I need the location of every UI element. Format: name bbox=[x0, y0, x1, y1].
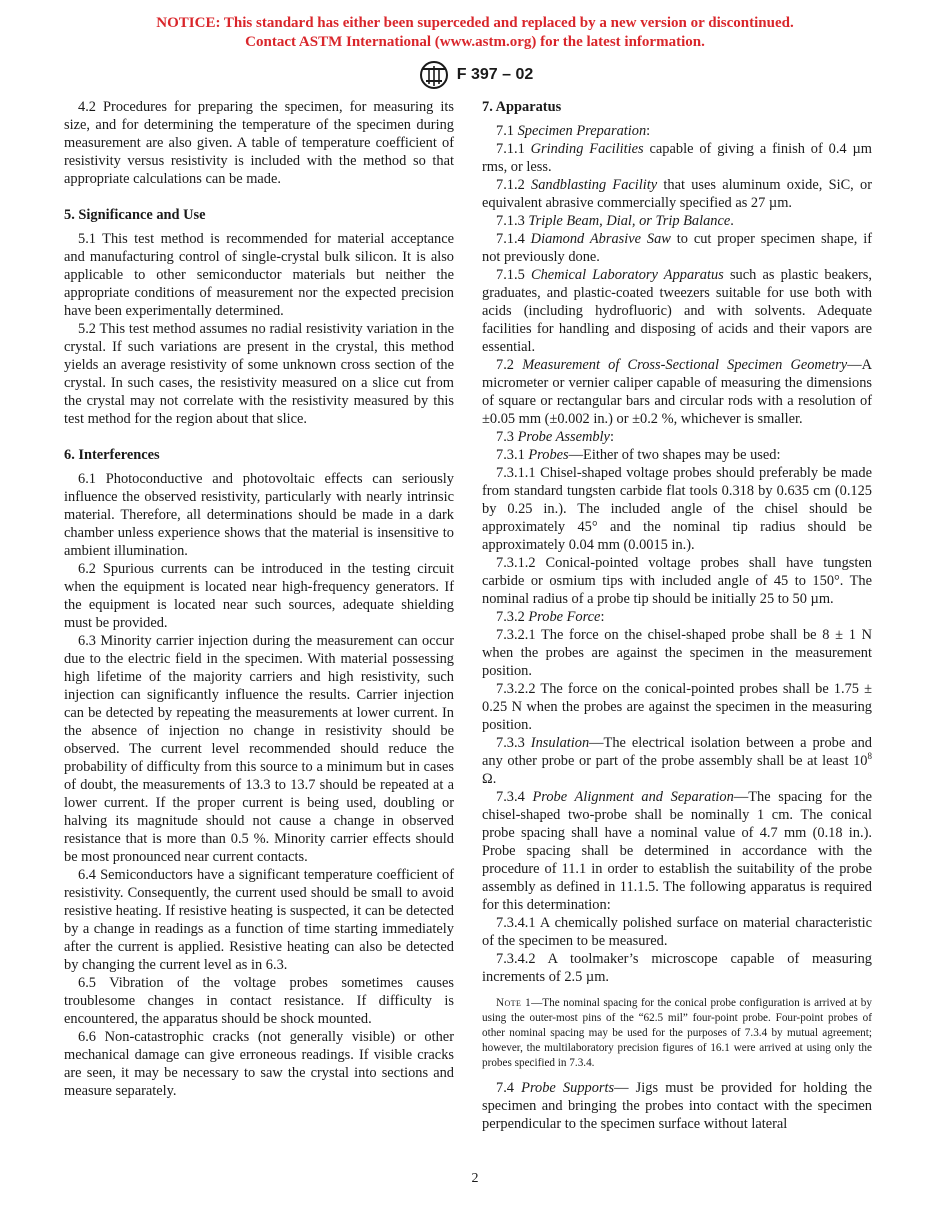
paragraph-7-3-4: 7.3.4 Probe Alignment and Separation—The spacing for the chisel-shaped two-probe shall be nominally 1 cm. The conical probe spacing shall have a nominal value of 4.7 mm (0.18 in.). Probe spacing shall be determined in accordance with the procedure of 11.1 in order to establish the suitability of the probe assembly as defined in 11.1.5. The following apparatus is required for this determination: bbox=[482, 789, 872, 913]
paragraph-6-5: 6.5 Vibration of the voltage probes sometimes causes troublesome changes in contact resistance. If difficulty is encountered, the apparatus should be shock mounted. bbox=[64, 975, 454, 1027]
paragraph-7-1-5: 7.1.5 Chemical Laboratory Apparatus such as plastic beakers, graduates, and plastic-coated tweezers suitable for use both with acids (including hydrofluoric) and with solvents. Adequate facilities for handling and disposing of acids and their vapors are essential. bbox=[482, 267, 872, 355]
paragraph-4-2: 4.2 Procedures for preparing the specimen, for measuring its size, and for determining the temperature of the specimen during measurement are also given. A table of temperature coefficient of resistivity versus resistivity is included with the method so that appropriate calculations can be made. bbox=[64, 99, 454, 187]
left-column bbox=[64, 98, 454, 1100]
paragraph-7-1-2: 7.1.2 Sandblasting Facility that uses aluminum oxide, SiC, or equivalent abrasive commercially specified as 27 µm. bbox=[482, 177, 872, 211]
heading-section-6: 6. Interferences bbox=[64, 447, 160, 463]
paragraph-7-4: 7.4 Probe Supports— Jigs must be provided for holding the specimen and bringing the probes into contact with the specimen perpendicular to the specimen surface without lateral bbox=[482, 1080, 872, 1132]
page-number: 2 bbox=[471, 1171, 479, 1186]
notice-line-2: Contact ASTM International (www.astm.org) for the latest information. bbox=[245, 34, 705, 50]
paragraph-6-4: 6.4 Semiconductors have a significant temperature coefficient of resistivity. Consequently, the current used should be small to avoid resistive heating. If resistive heating is suspected, it can be detected by a change in readings as a function of time starting immediately after the current is applied. Resistive heating can also be detected by changing the current level as in 6.3. bbox=[64, 867, 454, 973]
paragraph-6-3: 6.3 Minority carrier injection during the measurement can occur due to the electric field in the specimen. With material possessing high lifetime of the majority carriers and high resistivity, such injection can significantly influence the results. Carrier injection can be detected by repeating the measurements at lower current. In the absence of injection no change in resistivity should be observed. The current level recommended should reduce the probability of difficulty from this source to a minimum but in cases of doubt, the measurements of 13.3 to 13.7 should be repeated at a lower current. If the proper current is being used, doubling or halving its magnitude should not cause a change in observed resistance that is more than 0.5 %. Minority carrier effects should be most pronounced near current contacts. bbox=[64, 633, 454, 865]
right-column bbox=[482, 98, 872, 1133]
paragraph-7-3-3: 7.3.3 Insulation—The electrical isolation between a probe and any other probe or part of the probe assembly shall be at least $10^8$ Ω. bbox=[482, 735, 872, 787]
paragraph-7-3-1-1: 7.3.1.1 Chisel-shaped voltage probes should preferably be made from standard tungsten carbide flat tools 0.318 by 0.635 cm (0.125 by 0.25 in.). The included angle of the chisel should be approximately 45° and the nominal tip radius should be approximately 0.04 mm (0.0015 in.). bbox=[482, 465, 872, 553]
paragraph-7-3-4-1: 7.3.4.1 A chemically polished surface on material characteristic of the specimen to be measured. bbox=[482, 915, 872, 949]
paragraph-7-1-3: 7.1.3 Triple Beam, Dial, or Trip Balance. bbox=[496, 213, 734, 229]
paragraph-6-1: 6.1 Photoconductive and photovoltaic effects can seriously influence the observed resistivity, particularly with nearly intrinsic material. Therefore, all determinations should be made in a dark chamber unless experience shows that the material is insensitive to ambient illumination. bbox=[64, 471, 454, 559]
paragraph-7-3-1-2: 7.3.1.2 Conical-pointed voltage probes shall have tungsten carbide or osmium tips with included angle of 45 to 150°. The nominal radius of a probe tip should be initially 25 to 50 µm. bbox=[482, 555, 872, 607]
paragraph-7-3: 7.3 Probe Assembly: bbox=[496, 429, 614, 445]
paragraph-7-3-2-2: 7.3.2.2 The force on the conical-pointed probes shall be 1.75 ± 0.25 N when the probes are against the specimen in the measuring position. bbox=[482, 681, 872, 733]
paragraph-7-3-2-1: 7.3.2.1 The force on the chisel-shaped probe shall be 8 ± 1 N when the probes are against the specimen in the measurement position. bbox=[482, 627, 872, 679]
paragraph-6-6: 6.6 Non-catastrophic cracks (not generally visible) or other mechanical damage can give erroneous readings. If visible cracks are seen, it may be necessary to saw the crystal into sections and measure separately. bbox=[64, 1029, 454, 1099]
notice-banner bbox=[0, 14, 950, 52]
astm-logo-icon bbox=[417, 60, 451, 90]
paragraph-5-2: 5.2 This test method assumes no radial resistivity variation in the crystal. If such variations are present in the crystal, this method yields an average resistivity of some unknown cross section of the crystal. In such cases, the resistivity measured on a slice cut from the crystal may not correlate with the resistivity measured by this test method for the region about that slice. bbox=[64, 321, 454, 427]
paragraph-7-2: 7.2 Measurement of Cross-Sectional Specimen Geometry—A micrometer or vernier caliper capable of measuring the dimensions of square or rectangular bars and circular rods with a resolution of ±0.05 mm (±0.002 in.) or ±0.2 %, whichever is smaller. bbox=[482, 357, 872, 427]
paragraph-7-1: 7.1 Specimen Preparation: bbox=[496, 123, 651, 139]
paragraph-5-1: 5.1 This test method is recommended for material acceptance and manufacturing control of single-crystal bulk silicon. It is also applicable to other semiconductor materials but neither the appropriate conditions of measurement nor the expected precision have been experimentally determined. bbox=[64, 231, 454, 319]
paragraph-7-3-4-2: 7.3.4.2 A toolmaker’s microscope capable of measuring increments of 2.5 µm. bbox=[482, 951, 872, 985]
note-1: Note 1—The nominal spacing for the conical probe configuration is arrived at by using the outer-most pins of the “62.5 mil” four-point probe. Four-point probes of other nominal spacing may be used for the purposes of 7.3.4 by mutual agreement; however, the multilaboratory precision figures of 16.1 were arrived at using only the probes specified in 7.3.4. bbox=[482, 997, 872, 1069]
heading-section-7: 7. Apparatus bbox=[482, 99, 562, 115]
heading-section-5: 5. Significance and Use bbox=[64, 207, 206, 223]
paragraph-7-1-1: 7.1.1 Grinding Facilities capable of giving a finish of 0.4 µm rms, or less. bbox=[482, 141, 872, 175]
document-header bbox=[0, 60, 950, 90]
paragraph-7-3-2: 7.3.2 Probe Force: bbox=[496, 609, 605, 625]
paragraph-6-2: 6.2 Spurious currents can be introduced in the testing circuit when the equipment is located near high-frequency generators. If the equipment is located near such sources, adequate shielding must be provided. bbox=[64, 561, 454, 631]
paragraph-7-3-1: 7.3.1 Probes—Either of two shapes may be used: bbox=[496, 447, 781, 463]
standard-designation: F 397 – 02 bbox=[456, 66, 534, 83]
paragraph-7-1-4: 7.1.4 Diamond Abrasive Saw to cut proper specimen shape, if not previously done. bbox=[482, 231, 872, 265]
notice-line-1: NOTICE: This standard has either been superceded and replaced by a new version or discontinued. bbox=[156, 15, 794, 31]
